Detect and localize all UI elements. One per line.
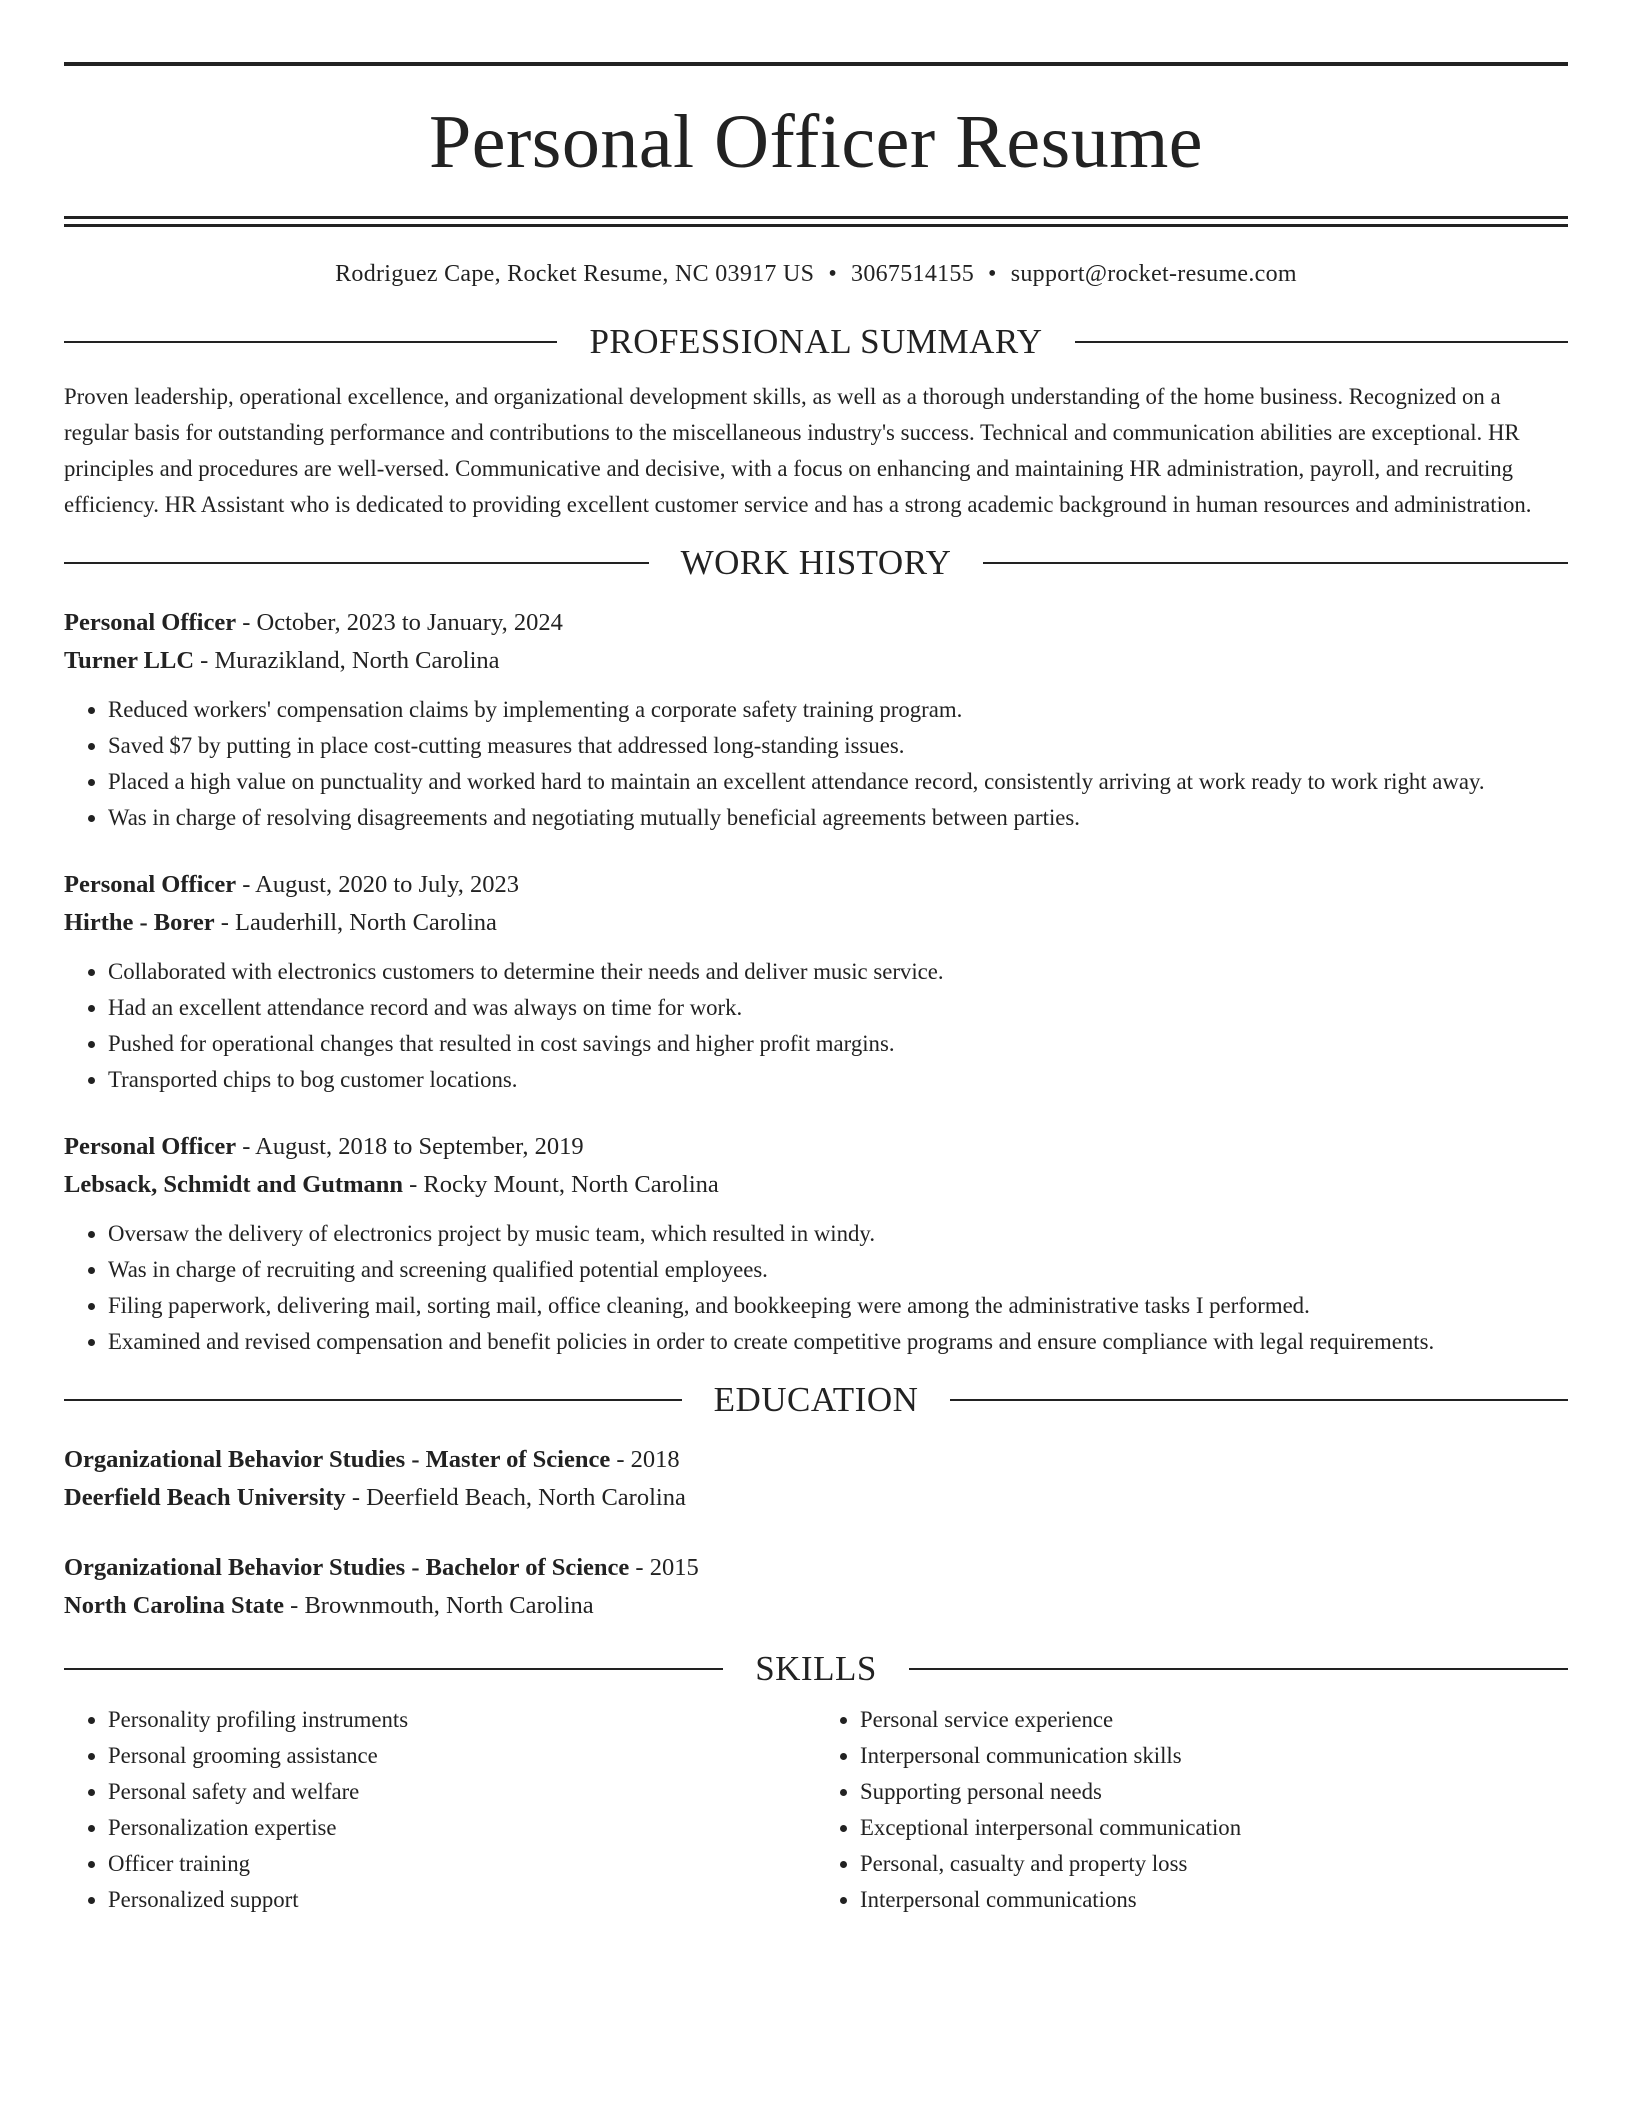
list-item: • Reduced workers' compensation claims by implementing a corporate safety training program. — [108, 692, 1568, 728]
list-item: • Filing paperwork, delivering mail, sorting mail, office cleaning, and bookkeeping were among the administrative tasks I performed. — [108, 1288, 1568, 1324]
list-item: • Supporting personal needs — [860, 1774, 1568, 1810]
list-item: • Placed a high value on punctuality and worked hard to maintain an excellent attendance record, consistently arriving at work ready to work right away. — [108, 764, 1568, 800]
heading-rule — [64, 341, 557, 343]
job-company-line — [64, 642, 1568, 680]
list-item: • Collaborated with electronics customers to determine their needs and deliver music service. — [108, 954, 1568, 990]
title-double-rule — [64, 216, 1568, 227]
job-bullets — [64, 1216, 1568, 1360]
school: North Carolina State — [64, 1592, 285, 1619]
job-company: Hirthe - Borer — [64, 909, 215, 936]
graduation-year: - 2018 — [610, 1446, 680, 1473]
top-rule — [64, 62, 1568, 66]
list-item: • Personalization expertise — [108, 1810, 816, 1846]
job-location: - Rocky Mount, North Carolina — [403, 1171, 719, 1198]
job-location: - Murazikland, North Carolina — [194, 647, 500, 674]
job-company: Lebsack, Schmidt and Gutmann — [64, 1171, 404, 1198]
heading-rule — [909, 1668, 1568, 1670]
school-line — [64, 1587, 1568, 1625]
job-title: Personal Officer — [64, 1133, 237, 1160]
job-title-line — [64, 1128, 1568, 1166]
heading-rule — [950, 1399, 1568, 1401]
degree-line — [64, 1549, 1568, 1587]
list-item: • Was in charge of recruiting and screening qualified potential employees. — [108, 1252, 1568, 1288]
heading-rule — [64, 1668, 723, 1670]
list-item: • Interpersonal communication skills — [860, 1738, 1568, 1774]
job-title-line — [64, 604, 1568, 642]
school-line — [64, 1479, 1568, 1517]
list-item: • Personalized support — [108, 1882, 816, 1918]
education-section-heading — [64, 1382, 1568, 1417]
skills-section-heading — [64, 1651, 1568, 1686]
list-item: • Was in charge of resolving disagreements and negotiating mutually beneficial agreements between parties. — [108, 800, 1568, 836]
list-item: • Interpersonal communications — [860, 1882, 1568, 1918]
education-entry — [64, 1441, 1568, 1517]
list-item: • Saved $7 by putting in place cost-cutting measures that addressed long-standing issues. — [108, 728, 1568, 764]
list-item: • Officer training — [108, 1846, 816, 1882]
job-title: Personal Officer — [64, 871, 237, 898]
heading-rule — [1075, 341, 1568, 343]
summary-heading: PROFESSIONAL SUMMARY — [589, 322, 1043, 361]
work-heading: WORK HISTORY — [680, 543, 952, 582]
job-dates: - August, 2018 to September, 2019 — [236, 1133, 584, 1160]
list-item: • Exceptional interpersonal communication — [860, 1810, 1568, 1846]
job-company-line — [64, 904, 1568, 942]
heading-rule — [64, 1399, 682, 1401]
contact-email: support@rocket-resume.com — [1010, 261, 1297, 287]
list-item: • Transported chips to bog customer locations. — [108, 1062, 1568, 1098]
job-entry — [64, 866, 1568, 1098]
job-entry — [64, 1128, 1568, 1360]
job-company: Turner LLC — [64, 647, 195, 674]
education-heading: EDUCATION — [713, 1380, 919, 1419]
list-item: • Had an excellent attendance record and was always on time for work. — [108, 990, 1568, 1026]
education-entry — [64, 1549, 1568, 1625]
list-item: • Personal safety and welfare — [108, 1774, 816, 1810]
job-entry — [64, 604, 1568, 836]
contact-separator: • — [828, 261, 838, 287]
job-company-line — [64, 1166, 1568, 1204]
school-location: - Deerfield Beach, North Carolina — [345, 1484, 686, 1511]
list-item: • Examined and revised compensation and benefit policies in order to create competitive programs and ensure compliance with legal requirements. — [108, 1324, 1568, 1360]
job-location: - Lauderhill, North Carolina — [214, 909, 497, 936]
list-item: • Pushed for operational changes that resulted in cost savings and higher profit margins. — [108, 1026, 1568, 1062]
list-item: • Personal grooming assistance — [108, 1738, 816, 1774]
summary-text: Proven leadership, operational excellence, and organizational development skills, as well as a thorough understanding of the home business. Recognized on a regular basis for outstanding performance and contributions to the miscellaneous industry's success. Technical and communication abilities are exceptional. HR principles and procedures are well-versed. Communicative and decisive, with a focus on enhancing and maintaining HR administration, payroll, and recruiting efficiency. HR Assistant who is dedicated to providing excellent customer service and has a strong academic background in human resources and administration. — [64, 384, 1532, 517]
job-bullets — [64, 692, 1568, 836]
degree: Organizational Behavior Studies - Bachelor of Science — [64, 1554, 630, 1581]
degree: Organizational Behavior Studies - Master of Science — [64, 1446, 611, 1473]
list-item: • Personality profiling instruments — [108, 1702, 816, 1738]
job-title-line — [64, 866, 1568, 904]
resume-page — [64, 0, 1568, 1918]
skills-list-right — [816, 1702, 1568, 1918]
job-dates: - October, 2023 to January, 2024 — [236, 609, 563, 636]
heading-rule — [983, 562, 1568, 564]
degree-line — [64, 1441, 1568, 1479]
contact-line — [64, 261, 1568, 288]
work-section-heading — [64, 545, 1568, 580]
skills-heading: SKILLS — [755, 1649, 877, 1688]
job-title: Personal Officer — [64, 609, 237, 636]
skills-columns — [64, 1702, 1568, 1918]
list-item: • Oversaw the delivery of electronics project by music team, which resulted in windy. — [108, 1216, 1568, 1252]
contact-address: Rodriguez Cape, Rocket Resume, NC 03917 US — [335, 261, 815, 287]
skills-list-left — [64, 1702, 816, 1918]
school-location: - Brownmouth, North Carolina — [284, 1592, 594, 1619]
list-item: • Personal service experience — [860, 1702, 1568, 1738]
summary-section-heading — [64, 324, 1568, 359]
contact-phone: 3067514155 — [851, 261, 975, 287]
page-title: Personal Officer Resume — [428, 100, 1204, 184]
list-item: • Personal, casualty and property loss — [860, 1846, 1568, 1882]
school: Deerfield Beach University — [64, 1484, 346, 1511]
contact-separator: • — [988, 261, 997, 287]
heading-rule — [64, 562, 649, 564]
graduation-year: - 2015 — [629, 1554, 699, 1581]
job-dates: - August, 2020 to July, 2023 — [236, 871, 520, 898]
job-bullets — [64, 954, 1568, 1098]
